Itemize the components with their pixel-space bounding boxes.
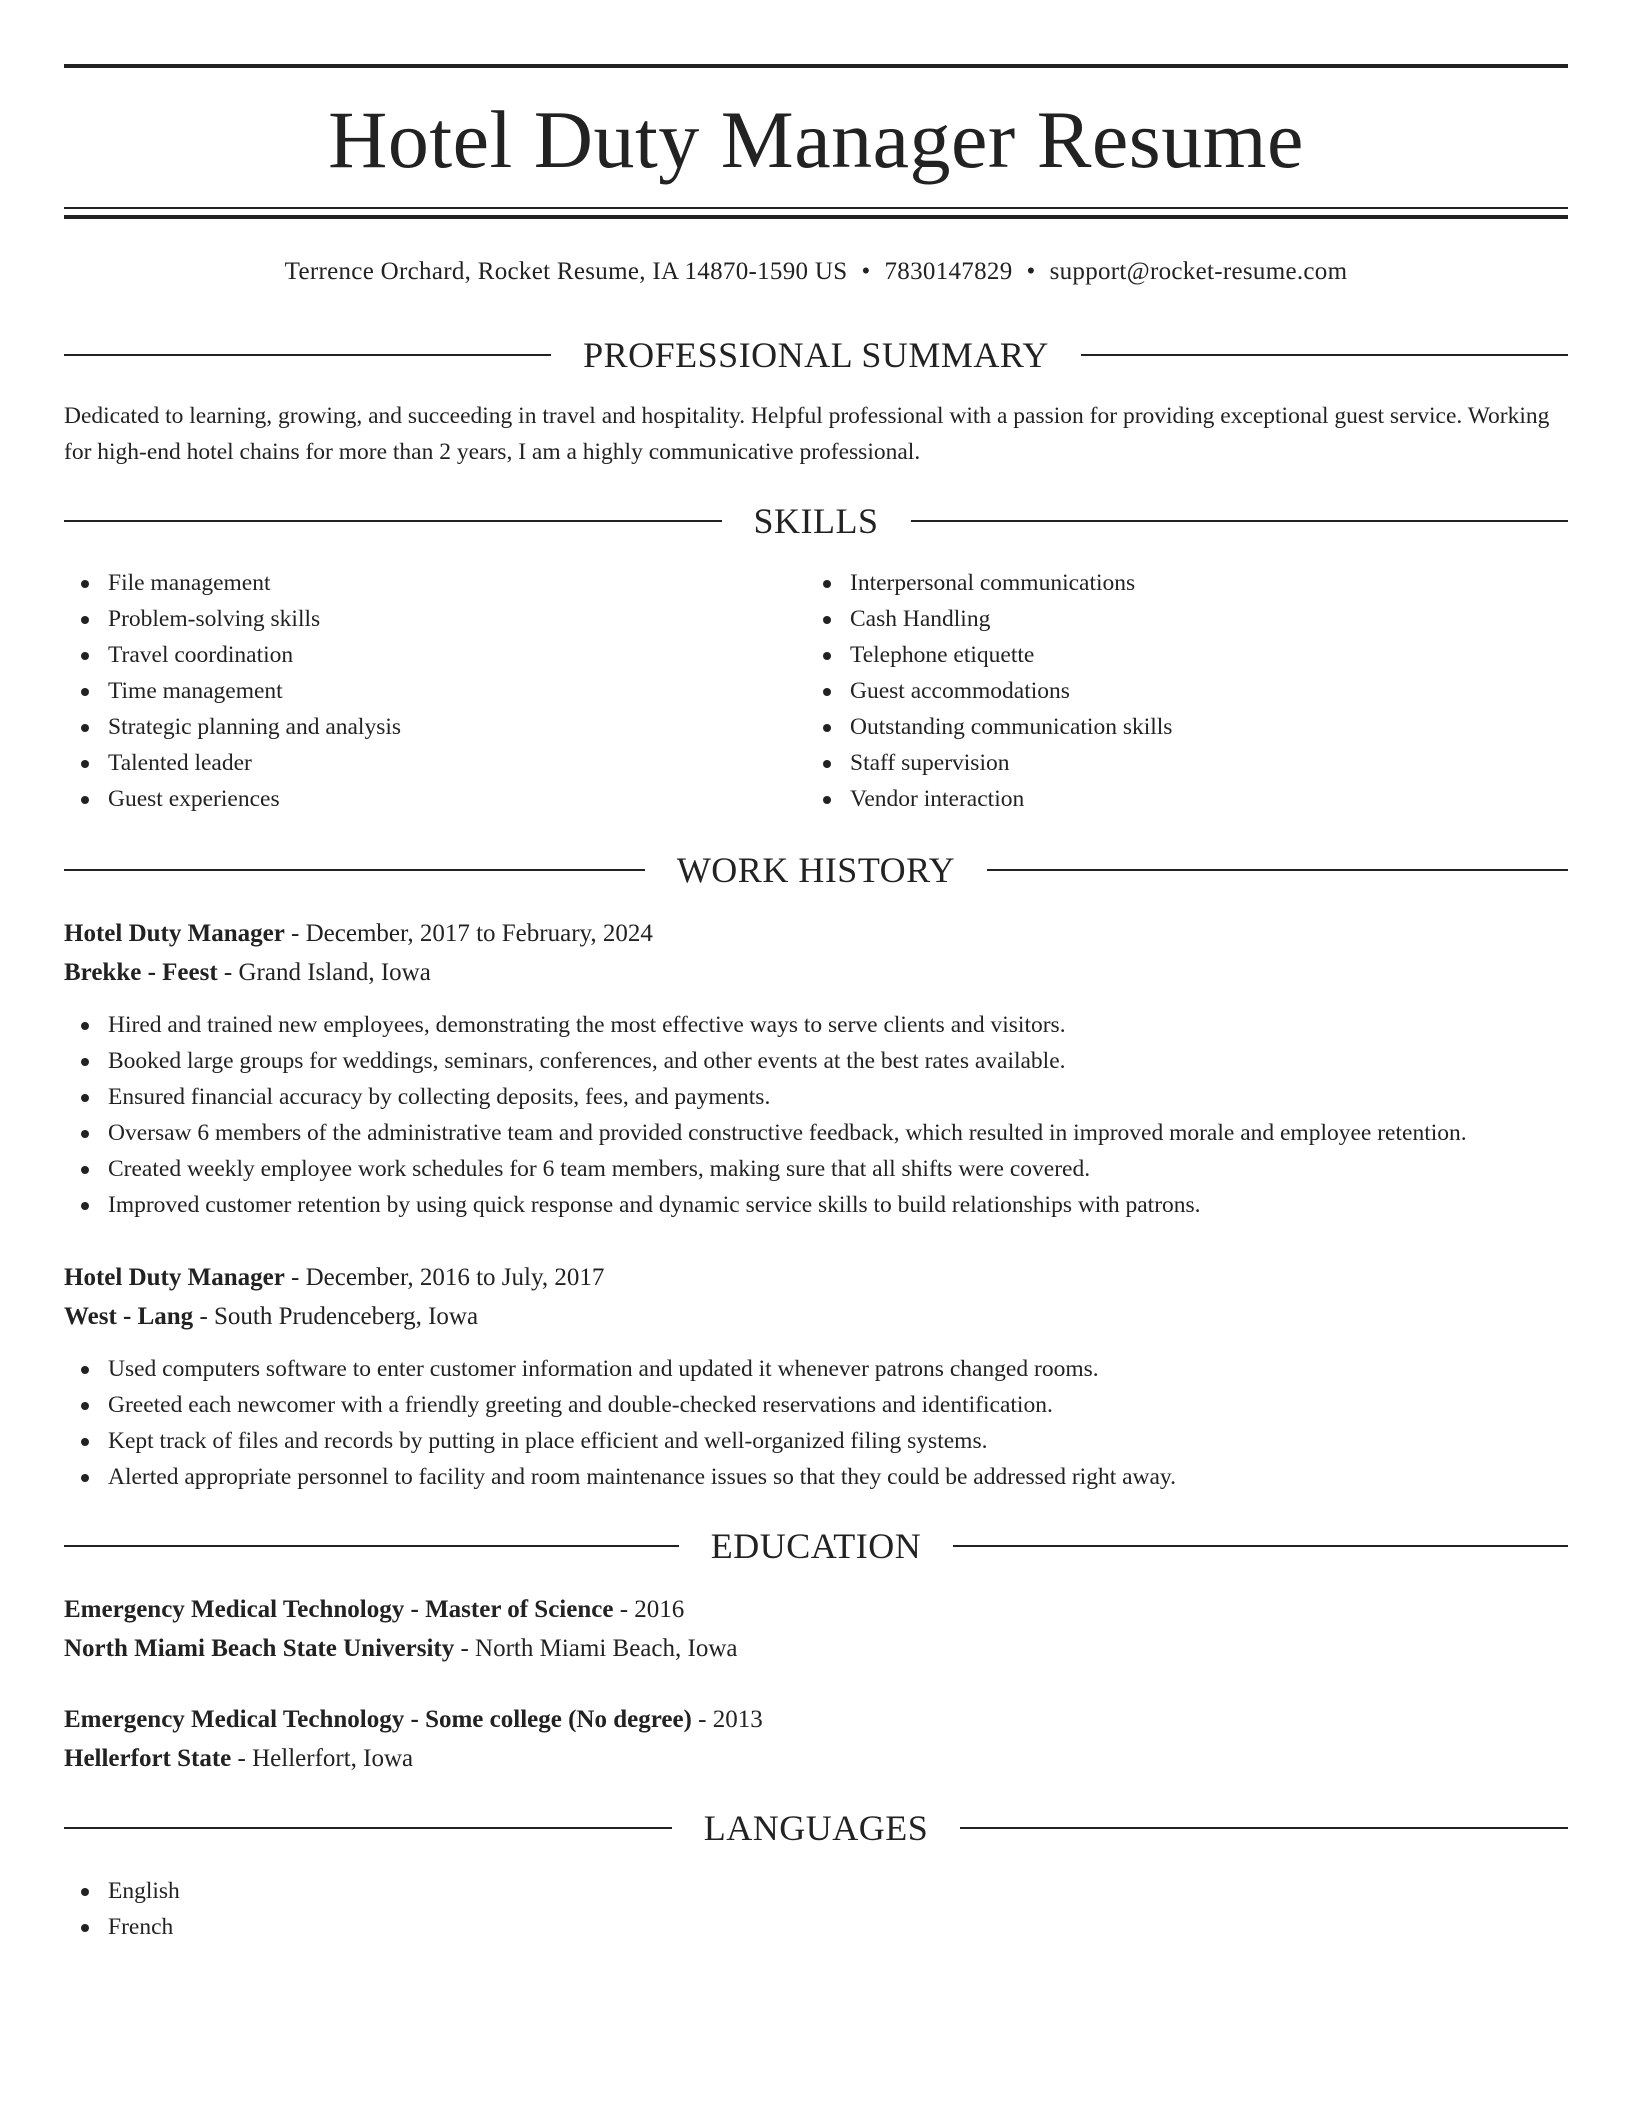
contact-email: support@rocket-resume.com <box>1049 258 1348 285</box>
job-bullets <box>64 1007 1467 1223</box>
language-item: English <box>64 1873 180 1909</box>
education-degree-line <box>64 1701 763 1739</box>
top-rule <box>64 64 1568 68</box>
job-dates: - December, 2017 to February, 2024 <box>284 920 653 947</box>
job-company: West - Lang <box>64 1303 194 1330</box>
skill-item: Guest experiences <box>64 781 401 817</box>
education-degree: Emergency Medical Technology - Master of Science <box>64 1596 614 1623</box>
skill-item: Cash Handling <box>806 601 1172 637</box>
job-bullet: Greeted each newcomer with a friendly greeting and double-checked reservations and identification. <box>64 1387 1176 1423</box>
section-title: LANGUAGES <box>703 1808 929 1848</box>
skill-item: Talented leader <box>64 745 401 781</box>
job-bullet: Used computers software to enter customer information and updated it whenever patrons changed rooms. <box>64 1351 1176 1387</box>
job-title-line <box>64 1259 604 1297</box>
job-bullet: Ensured financial accuracy by collecting deposits, fees, and payments. <box>64 1079 1467 1115</box>
education-school-line <box>64 1630 737 1668</box>
section-title: SKILLS <box>753 501 879 541</box>
education-degree-line <box>64 1591 684 1629</box>
job-title-line <box>64 915 653 953</box>
section-title: PROFESSIONAL SUMMARY <box>583 335 1049 375</box>
section-heading-skills <box>64 499 1568 543</box>
skill-item: Guest accommodations <box>806 673 1172 709</box>
skills-list-right <box>806 565 1172 817</box>
skill-item: Outstanding communication skills <box>806 709 1172 745</box>
contact-line <box>64 254 1568 290</box>
skill-item: Problem-solving skills <box>64 601 401 637</box>
job-location: - Grand Island, Iowa <box>217 959 431 986</box>
job-bullets <box>64 1351 1176 1495</box>
section-heading-education <box>64 1524 1568 1568</box>
resume-title: Hotel Duty Manager Resume <box>328 94 1304 185</box>
job-title: Hotel Duty Manager <box>64 1264 285 1291</box>
section-heading-languages <box>64 1806 1568 1850</box>
education-location: - North Miami Beach, Iowa <box>454 1635 738 1662</box>
job-company-line <box>64 954 431 992</box>
skill-item: Time management <box>64 673 401 709</box>
job-company: Brekke - Feest <box>64 959 218 986</box>
education-location: - Hellerfort, Iowa <box>231 1745 414 1772</box>
contact-separator: • <box>861 258 871 285</box>
job-bullet: Kept track of files and records by putting in place efficient and well-organized filing systems. <box>64 1423 1176 1459</box>
skill-item: Telephone etiquette <box>806 637 1172 673</box>
contact-phone: 7830147829 <box>884 258 1013 285</box>
skill-item: Staff supervision <box>806 745 1172 781</box>
job-bullet: Booked large groups for weddings, seminars, conferences, and other events at the best rates available. <box>64 1043 1467 1079</box>
job-dates: - December, 2016 to July, 2017 <box>284 1264 605 1291</box>
divider-line <box>911 520 1569 522</box>
skill-item: Travel coordination <box>64 637 401 673</box>
divider-line <box>64 1545 679 1547</box>
skill-item: Interpersonal communications <box>806 565 1172 601</box>
job-bullet: Created weekly employee work schedules for 6 team members, making sure that all shifts were covered. <box>64 1151 1467 1187</box>
skills-list-left <box>64 565 401 817</box>
contact-address: Terrence Orchard, Rocket Resume, IA 14870-1590 US <box>284 258 848 285</box>
education-degree: Emergency Medical Technology - Some college (No degree) <box>64 1706 692 1733</box>
education-school-line <box>64 1740 413 1778</box>
section-title: EDUCATION <box>710 1526 922 1566</box>
job-bullet: Oversaw 6 members of the administrative team and provided constructive feedback, which resulted in improved morale and employee retention. <box>64 1115 1467 1151</box>
divider-line <box>987 869 1568 871</box>
skill-item: Strategic planning and analysis <box>64 709 401 745</box>
title-double-rule <box>64 207 1568 219</box>
section-heading-work <box>64 848 1568 892</box>
skill-item: Vendor interaction <box>806 781 1172 817</box>
language-item: French <box>64 1909 180 1945</box>
section-title: WORK HISTORY <box>676 850 956 890</box>
divider-line <box>1081 354 1568 356</box>
divider-line <box>960 1827 1568 1829</box>
divider-line <box>64 354 551 356</box>
job-bullet: Alerted appropriate personnel to facility and room maintenance issues so that they could be addressed right away. <box>64 1459 1176 1495</box>
job-bullet: Hired and trained new employees, demonstrating the most effective ways to serve clients and visitors. <box>64 1007 1467 1043</box>
contact-separator: • <box>1026 258 1036 285</box>
divider-line <box>64 869 645 871</box>
job-company-line <box>64 1298 478 1336</box>
education-school: Hellerfort State <box>64 1745 232 1772</box>
divider-line <box>64 1827 672 1829</box>
divider-line <box>953 1545 1568 1547</box>
education-year: - 2016 <box>613 1596 685 1623</box>
job-location: - South Prudenceberg, Iowa <box>193 1303 479 1330</box>
summary-paragraph: Dedicated to learning, growing, and succeeding in travel and hospitality. Helpful professional with a passion for providing exceptional guest service. Working for high-end hotel chains for more than 2 years, I am a highly communicative professional. <box>64 403 1550 465</box>
divider-line <box>64 520 722 522</box>
section-heading-summary <box>64 333 1568 377</box>
languages-list <box>64 1873 180 1945</box>
skill-item: File management <box>64 565 401 601</box>
job-title: Hotel Duty Manager <box>64 920 285 947</box>
education-school: North Miami Beach State University <box>64 1635 455 1662</box>
education-year: - 2013 <box>691 1706 763 1733</box>
job-bullet: Improved customer retention by using quick response and dynamic service skills to build relationships with patrons. <box>64 1187 1467 1223</box>
